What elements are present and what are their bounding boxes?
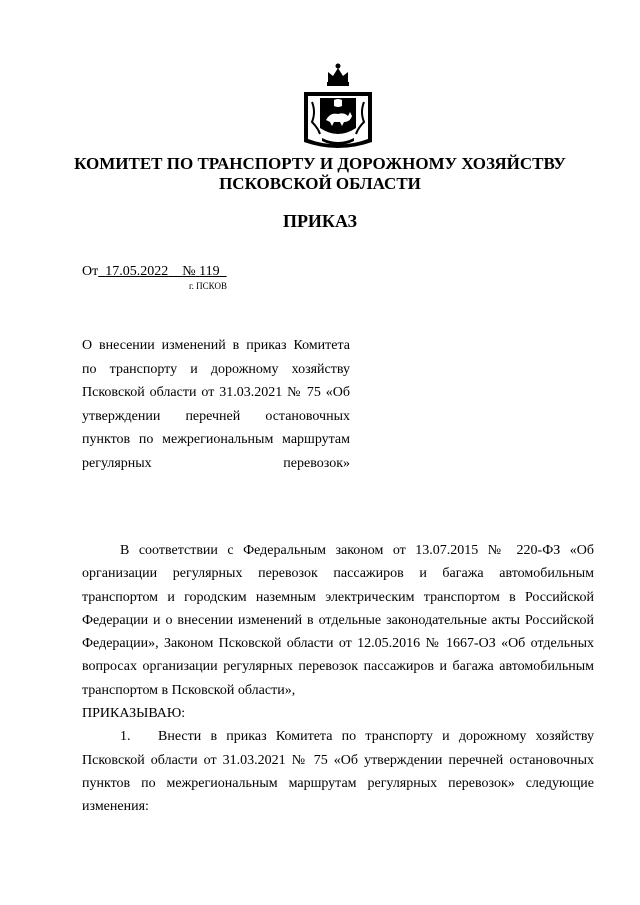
date-prefix: От: [82, 264, 99, 279]
date-number-line: [82, 264, 227, 280]
document-type: ПРИКАЗ: [282, 211, 358, 231]
document-number: 119: [199, 264, 220, 279]
document-body: [82, 539, 594, 819]
organization-name: КОМИТЕТ ПО ТРАНСПОРТУ И ДОРОЖНОМУ ХОЗЯЙСТВУ: [74, 154, 566, 173]
item-text: Внести в приказ Комитета по транспорту и дорожному хозяйству Псковской области от 31.03.2021 № 75 «Об утверждении перечней остановочных пунктов по межрегиональным маршрутам регулярных перевозок» следующие изменения:: [82, 729, 594, 815]
document-date: 17.05.2022: [105, 264, 169, 279]
preamble-paragraph: В соответствии с Федеральным законом от 13.07.2015 № 220-ФЗ «Об организации регулярных перевозок пассажиров и багажа автомобильным транспортом и городским наземным электрическим транспортом в Российской Федерации и о внесении изменений в отдельные законодательные акты Российской Федерации», Законом Псковской области от 12.05.2016 № 1667-ОЗ «Об отдельных вопросах организации регулярных перевозок пассажиров и багажа автомобильным транспортом в Псковской области»,: [82, 543, 594, 698]
number-prefix: №: [182, 264, 196, 279]
organization-region: ПСКОВСКОЙ ОБЛАСТИ: [219, 174, 421, 193]
list-item: [82, 725, 594, 818]
document-subject: О внесении изменений в приказ Комитета по транспорту и дорожному хозяйству Псковской области от 31.03.2021 № 75 «Об утверждении перечней остановочных пунктов по межрегиональным маршрутам регулярных перевозок»: [82, 338, 350, 471]
city-label: г. ПСКОВ: [189, 281, 227, 291]
order-word: ПРИКАЗЫВАЮ:: [82, 706, 186, 722]
item-number: 1.: [120, 729, 131, 745]
pskov-coat-of-arms-icon: [298, 62, 378, 152]
